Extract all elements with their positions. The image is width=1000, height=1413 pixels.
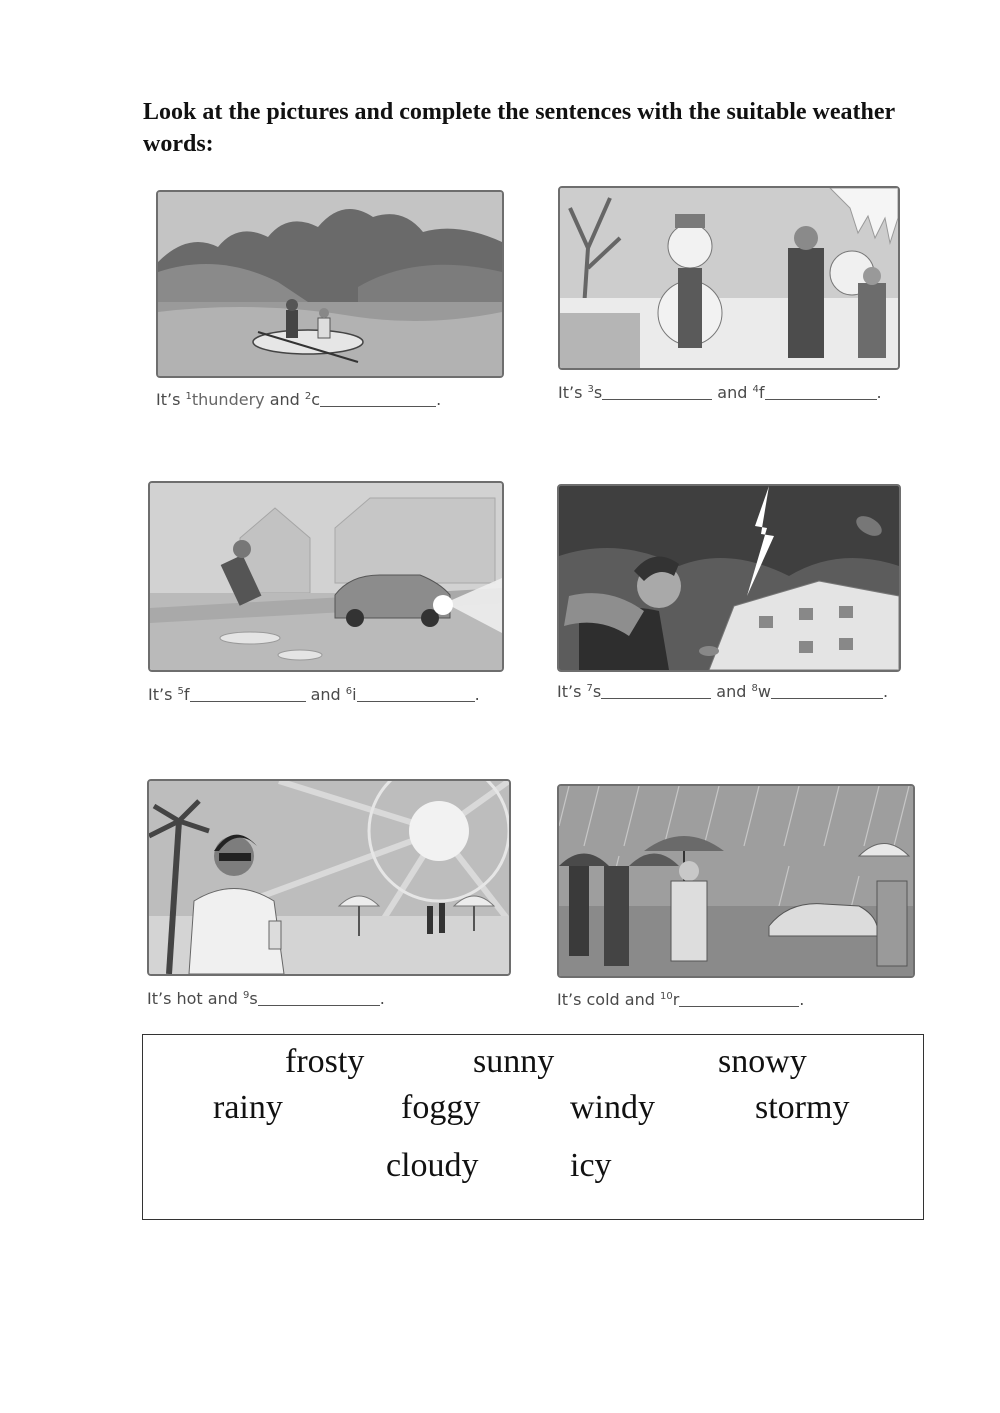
- caption-2-and: and: [712, 383, 753, 402]
- answer-4-letter: f: [758, 383, 765, 402]
- caption-6-end: .: [799, 990, 805, 1009]
- answer-2-letter: c: [311, 390, 321, 409]
- word-sunny[interactable]: sunny: [473, 1043, 555, 1080]
- answer-1-text: thundery: [191, 390, 265, 409]
- number-4: 4: [752, 384, 759, 395]
- answer-9-blank[interactable]: [258, 991, 380, 1006]
- caption-1-end: .: [436, 390, 442, 409]
- caption-4-end: .: [882, 682, 889, 701]
- number-9: 9: [242, 990, 250, 1001]
- answer-7-letter: s: [592, 682, 602, 701]
- answer-5-blank[interactable]: [190, 687, 306, 702]
- caption-6-prefix: It’s cold and: [557, 990, 660, 1009]
- caption-4: [557, 682, 888, 701]
- word-cloudy[interactable]: cloudy: [386, 1147, 479, 1184]
- caption-6: [557, 990, 804, 1009]
- caption-3-and: and: [305, 685, 346, 704]
- number-5: 5: [177, 686, 184, 697]
- answer-9-letter: s: [249, 989, 258, 1008]
- word-foggy[interactable]: foggy: [401, 1089, 481, 1126]
- answer-8-letter: w: [757, 682, 771, 701]
- caption-5-prefix: It’s hot and: [147, 989, 243, 1008]
- word-windy[interactable]: windy: [570, 1089, 655, 1126]
- number-1: 1: [185, 391, 192, 402]
- number-10: 10: [659, 991, 673, 1002]
- word-icy[interactable]: icy: [570, 1147, 612, 1184]
- picture-hot-sunny: [147, 779, 511, 976]
- answer-10-blank[interactable]: [679, 992, 799, 1007]
- number-7: 7: [586, 683, 593, 694]
- number-6: 6: [345, 686, 353, 697]
- caption-4-prefix: It’s: [557, 682, 587, 701]
- answer-3-letter: s: [593, 383, 603, 402]
- answer-2-blank[interactable]: [320, 392, 436, 407]
- caption-1-prefix: It’s: [156, 390, 186, 409]
- answer-7-blank[interactable]: [601, 684, 711, 699]
- number-8: 8: [751, 683, 758, 694]
- picture-thundery-cloudy: [156, 190, 504, 378]
- word-rainy[interactable]: rainy: [213, 1089, 283, 1126]
- instructions: Look at the pictures and complete the sentences with the suitable weather words:: [143, 99, 895, 157]
- caption-3-prefix: It’s: [148, 685, 178, 704]
- caption-2-prefix: It’s: [558, 383, 588, 402]
- answer-10-letter: r: [672, 990, 680, 1009]
- answer-5-letter: f: [183, 685, 190, 704]
- answer-3-blank[interactable]: [602, 385, 712, 400]
- number-2: 2: [304, 391, 312, 402]
- number-3: 3: [587, 384, 594, 395]
- picture-cold-rainy: [557, 784, 915, 978]
- caption-1: [156, 390, 441, 409]
- caption-2: [558, 383, 882, 402]
- caption-2-end: .: [876, 383, 882, 402]
- caption-3-end: .: [474, 685, 480, 704]
- answer-8-blank[interactable]: [771, 684, 883, 699]
- picture-snowy-frosty: [558, 186, 900, 370]
- caption-5: [147, 989, 385, 1008]
- word-frosty[interactable]: frosty: [285, 1043, 365, 1080]
- answer-4-blank[interactable]: [765, 385, 877, 400]
- answer-6-letter: i: [352, 685, 357, 704]
- caption-1-and: and: [264, 390, 305, 409]
- picture-stormy-windy: [557, 484, 901, 672]
- answer-6-blank[interactable]: [357, 687, 475, 702]
- caption-4-and: and: [711, 682, 752, 701]
- caption-3: [148, 685, 480, 704]
- picture-foggy-icy: [148, 481, 504, 672]
- word-snowy[interactable]: snowy: [718, 1043, 807, 1080]
- word-bank: [142, 1034, 924, 1220]
- word-stormy[interactable]: stormy: [755, 1089, 850, 1126]
- caption-5-end: .: [379, 989, 385, 1008]
